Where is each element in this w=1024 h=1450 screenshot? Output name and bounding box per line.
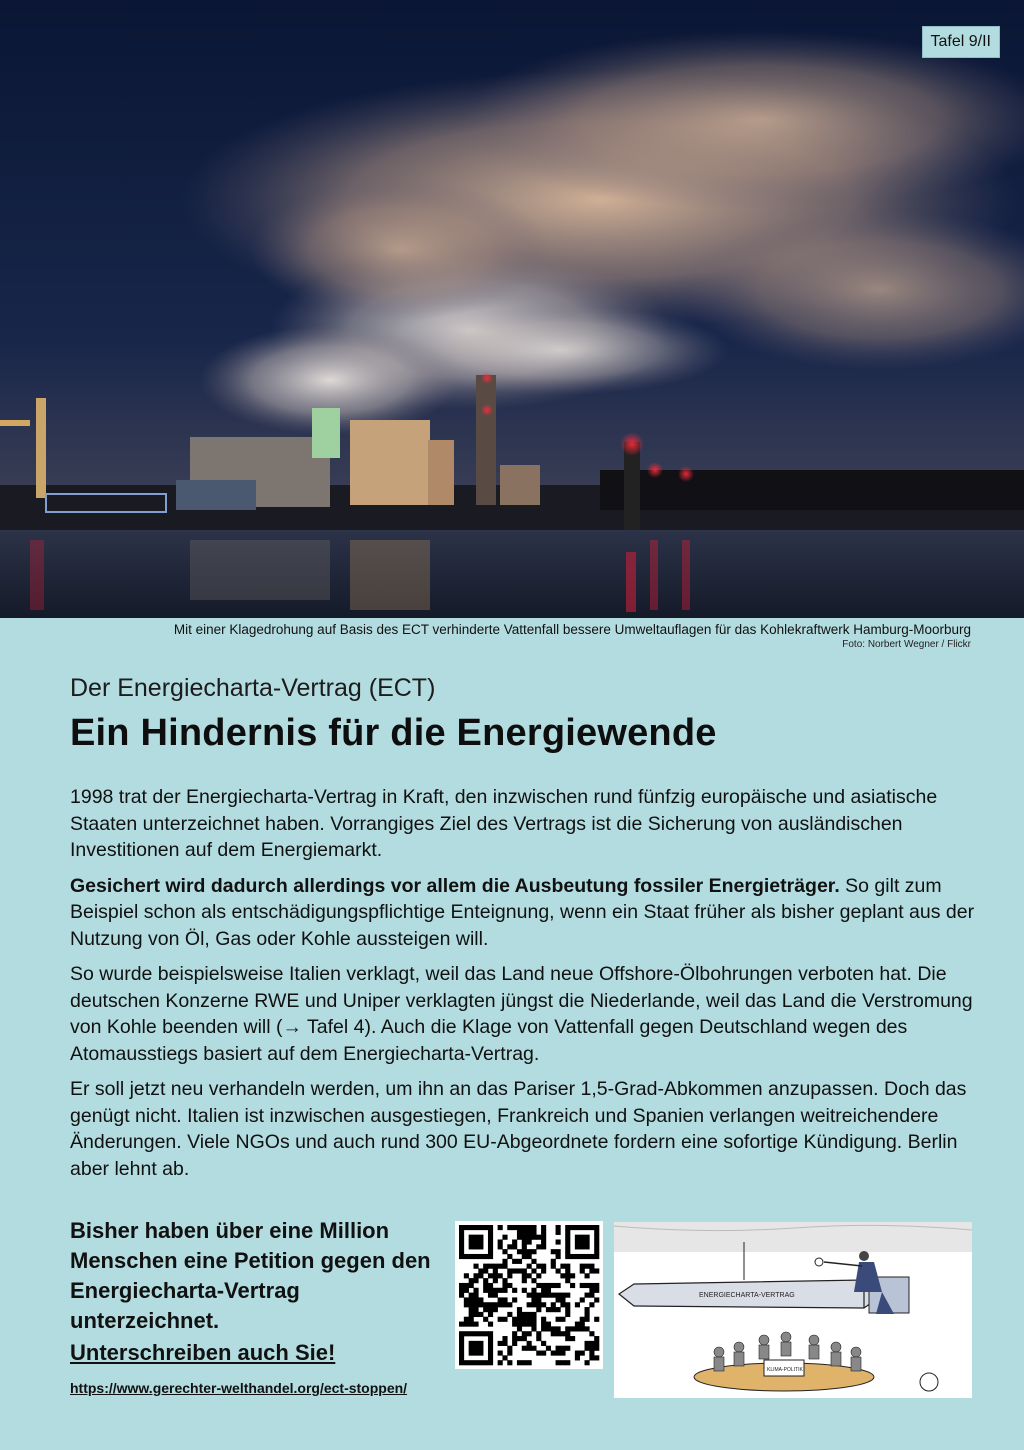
sword-label: ENERGIECHARTA-VERTRAG <box>699 1292 795 1299</box>
cartoon-illustration <box>614 1222 972 1398</box>
power-plant-photo <box>0 0 1024 618</box>
table-label: KLIMA-POLITIK <box>767 1367 803 1373</box>
paragraph-2-emphasis: Gesichert wird dadurch allerdings vor allem die Ausbeutung fossiler Energieträger. <box>70 874 840 897</box>
page-title: Ein Hindernis für die Energiewende <box>70 712 717 754</box>
petition-cta-link[interactable]: Unterschreiben auch Sie! <box>70 1340 336 1365</box>
paragraph-1: 1998 trat der Energiecharta-Vertrag in Kraft, den inzwischen rund fünfzig europäische und asiatische Staaten unterzeichnet haben. Vorrangiges Ziel des Vertrags ist die Sicherung von ausländischen Investitionen auf dem Energiemarkt. <box>70 786 938 861</box>
page-subtitle: Der Energiecharta-Vertrag (ECT) <box>70 674 436 702</box>
qr-code[interactable] <box>455 1221 603 1369</box>
paragraph-4: Er soll jetzt neu verhandeln werden, um ihn an das Pariser 1,5-Grad-Abkommen anzupassen. Doch das genügt nicht. Italien ist inzwischen ausgestiegen, Frankreich und Spanien verlangen weitreichendere Änderungen. Viele NGOs und auch rund 300 EU-Abgeordnete fordern eine sofortige Kündigung. Berlin aber lehnt ab. <box>70 1078 967 1180</box>
petition-url-link[interactable]: https://www.gerechter-welthandel.org/ect-stoppen/ <box>70 1380 408 1396</box>
panel-number-badge: Tafel 9/II <box>922 26 1000 58</box>
photo-caption: Mit einer Klagedrohung auf Basis des ECT verhinderte Vattenfall bessere Umweltauflagen für das Kohlekraftwerk Hamburg-Moorburg <box>173 622 971 637</box>
paragraph-2 <box>70 873 975 953</box>
photo-credit: Foto: Norbert Wegner / Flickr <box>842 639 971 650</box>
paragraph-3: So wurde beispielsweise Italien verklagt, weil das Land neue Offshore-Ölbohrungen verboten hat. Die deutschen Konzerne RWE und Uniper verklagten jüngst die Niederlande, weil das Land die Verstromung von Kohle beenden will (→ Tafel 4). Auch die Klage von Vattenfall gegen Deutschland wegen des Atomausstiegs basiert auf dem Energiecharta-Vertrag. <box>70 963 973 1065</box>
article-body <box>70 784 975 1191</box>
qr-code-graphic <box>455 1221 603 1369</box>
paragraph-2-rest: So gilt zum Beispiel schon als entschädigungspflichtige Enteignung, wenn ein Staat früher als bisher geplant aus der Nutzung von Öl, Gas oder Kohle aussteigen will. <box>70 874 975 950</box>
petition-text: Bisher haben über eine Million Menschen eine Petition gegen den Energiecharta-Vertrag unterzeichnet. <box>70 1218 431 1333</box>
